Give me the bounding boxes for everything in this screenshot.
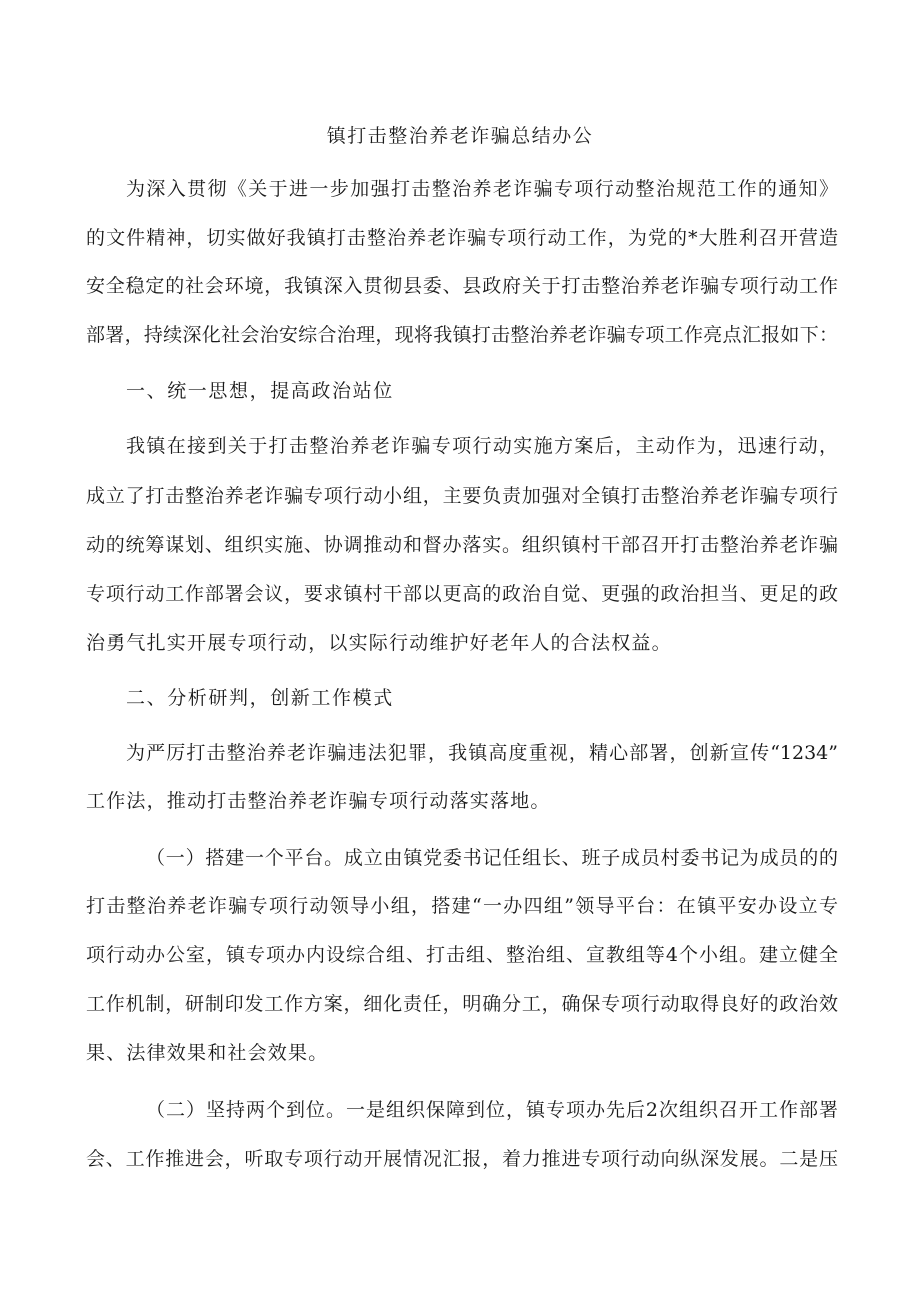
paragraph-line: （一）搭建一个平台。成立由镇党委书记任组长、班子成员村委书记为成员的的 <box>146 847 838 869</box>
section-heading: 二、分析研判，创新工作模式 <box>126 687 394 709</box>
paragraph-line: 为深入贯彻《关于进一步加强打击整治养老诈骗专项行动整治规范工作的通知》 <box>126 178 838 200</box>
paragraph-line: 工作法，推动打击整治养老诈骗专项行动落实落地。 <box>86 790 551 812</box>
paragraph-line: 成立了打击整治养老诈骗专项行动小组，主要负责加强对全镇打击整治养老诈骗专项行 <box>86 485 838 507</box>
paragraph-line: 会、工作推进会，听取专项行动开展情况汇报，着力推进专项行动向纵深发展。二是压 <box>86 1148 838 1170</box>
paragraph-line: 部署，持续深化社会治安综合治理，现将我镇打击整治养老诈骗专项工作亮点汇报如下： <box>86 324 838 346</box>
document-title: 镇打击整治养老诈骗总结办公 <box>326 125 594 147</box>
paragraph-line: 果、法律效果和社会效果。 <box>86 1042 329 1064</box>
paragraph-line: 项行动办公室，镇专项办内设综合组、打击组、整治组、宣教组等4个小组。建立健全 <box>86 944 838 966</box>
paragraph-line: 安全稳定的社会环境，我镇深入贯彻县委、县政府关于打击整治养老诈骗专项行动工作 <box>86 275 838 297</box>
section-heading: 一、统一思想，提高政治站位 <box>126 380 394 402</box>
paragraph-line: 打击整治养老诈骗专项行动领导小组，搭建“一办四组”领导平台：在镇平安办设立专 <box>86 895 838 917</box>
paragraph-line: 我镇在接到关于打击整治养老诈骗专项行动实施方案后，主动作为，迅速行动， <box>126 435 838 457</box>
paragraph-line: 工作机制，研制印发工作方案，细化责任，明确分工，确保专项行动取得良好的政治效 <box>86 993 838 1015</box>
paragraph-line: 为严厉打击整治养老诈骗违法犯罪，我镇高度重视，精心部署，创新宣传“1234” <box>126 742 838 764</box>
paragraph-line: 的文件精神，切实做好我镇打击整治养老诈骗专项行动工作，为党的*大胜利召开营造 <box>86 227 838 249</box>
paragraph-line: 动的统筹谋划、组织实施、协调推动和督办落实。组织镇村干部召开打击整治养老诈骗 <box>86 534 838 556</box>
paragraph-line: （二）坚持两个到位。一是组织保障到位，镇专项办先后2次组织召开工作部署 <box>146 1099 838 1121</box>
paragraph-line: 专项行动工作部署会议，要求镇村干部以更高的政治自觉、更强的政治担当、更足的政 <box>86 583 838 605</box>
paragraph-line: 治勇气扎实开展专项行动，以实际行动维护好老年人的合法权益。 <box>86 632 672 654</box>
